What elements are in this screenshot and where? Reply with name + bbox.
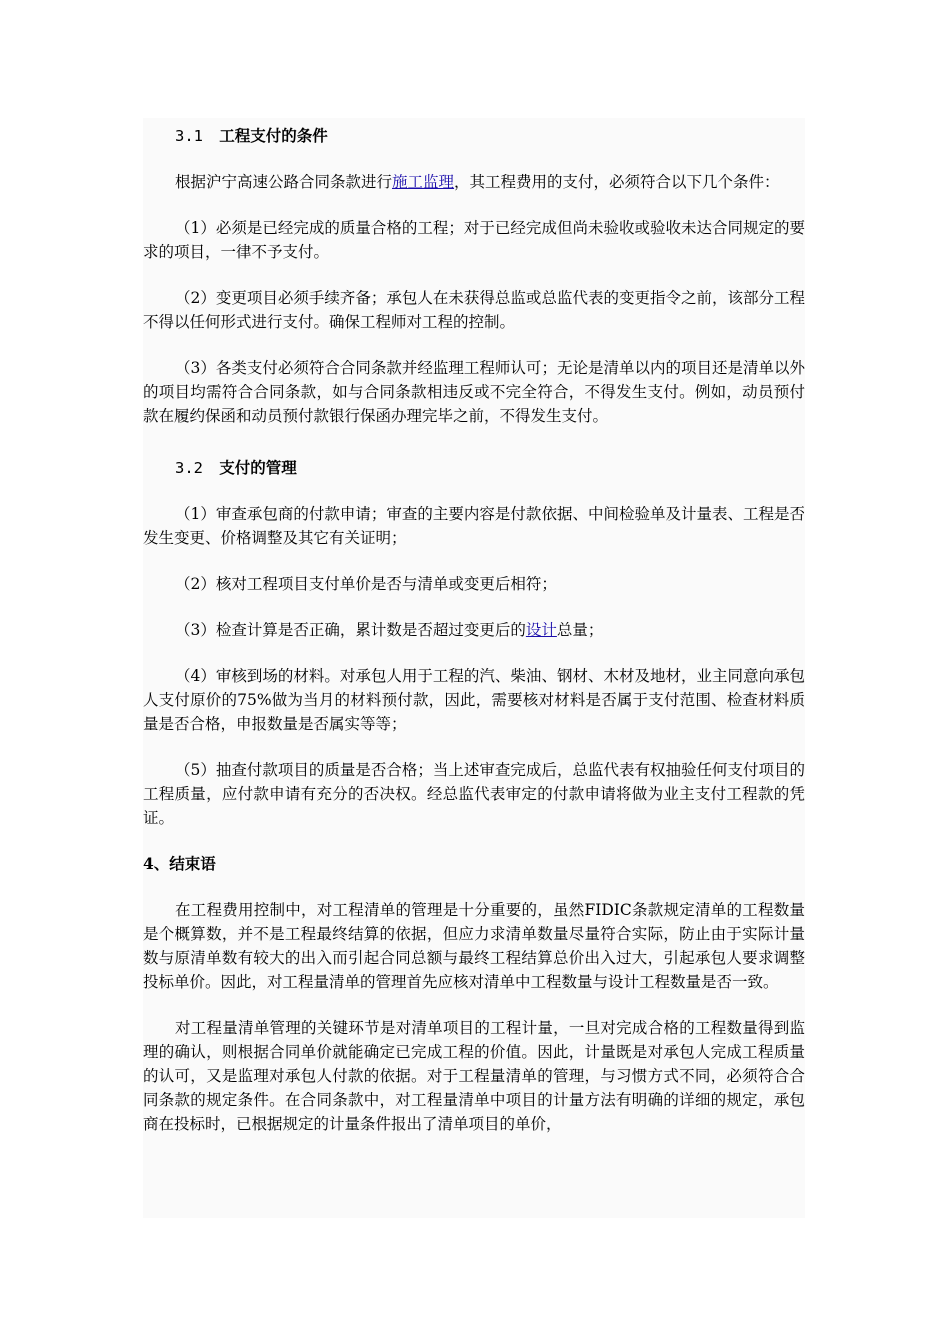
- conclusion-paragraph-2: 对工程量清单管理的关键环节是对清单项目的工程计量，一旦对完成合格的工程数量得到监理的确认，则根据合同单价就能确定已完成工程的价值。因此，计量既是对承包人完成工程质量的认可，又是监理对承包人付款的依据。对于工程量清单的管理，与习惯方式不同，必须符合合同条款的规定条件。在合同条款中，对工程量清单中项目的计量方法有明确的详细的规定，承包商在投标时，已根据规定的计量条件报出了清单项目的单价，: [143, 1019, 805, 1133]
- section-3-1-heading: [143, 118, 805, 148]
- section-number: 3.2: [175, 459, 203, 477]
- construction-supervision-link[interactable]: 施工监理: [392, 173, 455, 191]
- section-4-heading: 4、结束语: [143, 854, 216, 873]
- condition-item-2: （2）变更项目必须手续齐备；承包人在未获得总监或总监代表的变更指令之前，该部分工程不得以任何形式进行支付。确保工程师对工程的控制。: [143, 289, 805, 331]
- condition-item-3: （3）各类支付必须符合合同条款并经监理工程师认可；无论是清单以内的项目还是清单以外的项目均需符合合同条款，如与合同条款相违反或不完全符合，不得发生支付。例如，动员预付款在履约保函和动员预付款银行保函办理完毕之前，不得发生支付。: [143, 359, 805, 425]
- section-title: 工程支付的条件: [219, 126, 328, 145]
- document-body: [143, 118, 805, 1218]
- management-item-5: （5）抽查付款项目的质量是否合格；当上述审查完成后，总监代表有权抽验任何支付项目的工程质量，应付款申请有充分的否决权。经总监代表审定的付款申请将做为业主支付工程款的凭证。: [143, 761, 805, 827]
- section-3-1-intro: 根据沪宁高速公路合同条款进行施工监理，其工程费用的支付，必须符合以下几个条件：: [175, 173, 780, 191]
- management-item-3: （3）检查计算是否正确，累计数是否超过变更后的设计总量；: [175, 621, 604, 639]
- management-item-2: （2）核对工程项目支付单价是否与清单或变更后相符；: [175, 575, 557, 593]
- section-title: 支付的管理: [219, 458, 297, 477]
- condition-item-1: （1）必须是已经完成的质量合格的工程；对于已经完成但尚未验收或验收未达合同规定的要求的项目，一律不予支付。: [143, 219, 805, 261]
- section-number: 3.1: [175, 127, 203, 145]
- section-3-2-heading: [143, 450, 805, 480]
- management-item-1: （1）审查承包商的付款申请；审查的主要内容是付款依据、中间检验单及计量表、工程是否发生变更、价格调整及其它有关证明；: [143, 505, 805, 547]
- management-item-4: （4）审核到场的材料。对承包人用于工程的汽、柴油、钢材、木材及地材，业主同意向承包人支付原价的75%做为当月的材料预付款，因此，需要核对材料是否属于支付范围、检查材料质量是否合格，申报数量是否属实等等；: [143, 667, 805, 733]
- conclusion-paragraph-1: 在工程费用控制中，对工程清单的管理是十分重要的，虽然FIDIC条款规定清单的工程数量是个概算数，并不是工程最终结算的依据，但应力求清单数量尽量符合实际，防止由于实际计量数与原清单数有较大的出入而引起合同总额与最终工程结算总价出入过大，引起承包人要求调整投标单价。因此，对工程量清单的管理首先应核对清单中工程数量与设计工程数量是否一致。: [143, 901, 805, 991]
- design-link[interactable]: 设计: [525, 621, 557, 639]
